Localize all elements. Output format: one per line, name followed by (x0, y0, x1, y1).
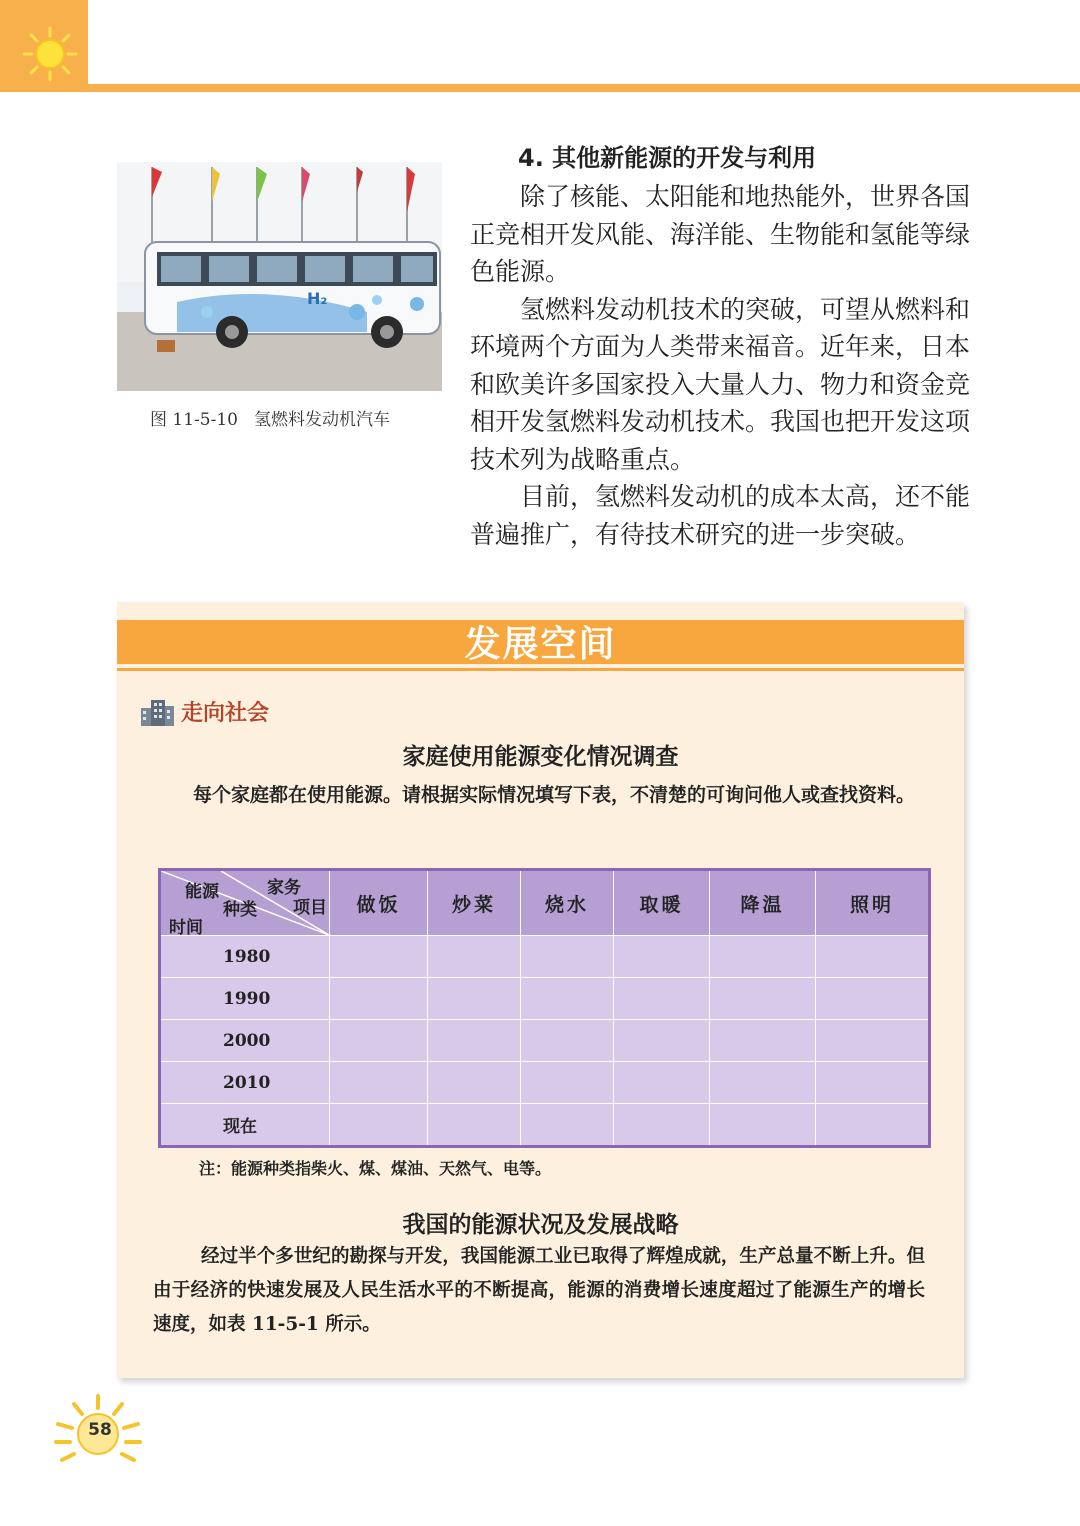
box-title: 发展空间 (464, 624, 617, 665)
row-year: 1980 (160, 936, 330, 978)
table-row (160, 978, 930, 1020)
corner-label-time: 时间 (169, 918, 203, 938)
table-cell (710, 1062, 816, 1104)
column-header: 炒菜 (428, 870, 521, 936)
article-paragraph: 目前，氢燃料发动机的成本太高，还不能普遍推广，有待技术研究的进一步突破。 (470, 482, 971, 549)
section-heading: 4. 其他新能源的开发与利用 (518, 144, 817, 172)
table-cell (428, 1104, 521, 1147)
figure-number: 图 11-5-10 (150, 410, 238, 430)
sun-icon (22, 26, 78, 82)
table-cell (614, 1020, 710, 1062)
corner-label-type: 种类 (223, 900, 257, 920)
row-year: 1990 (160, 978, 330, 1020)
table-cell (428, 1020, 521, 1062)
row-year: 现在 (160, 1104, 330, 1147)
column-header: 做饭 (330, 870, 428, 936)
table-cell (521, 1020, 614, 1062)
figure-caption-text: 氢燃料发动机汽车 (253, 410, 390, 430)
row-year: 2000 (160, 1020, 330, 1062)
table-cell (330, 1062, 428, 1104)
table-cell (816, 1020, 930, 1062)
table-cell (710, 1020, 816, 1062)
table-corner-cell (160, 870, 330, 936)
table-row (160, 936, 930, 978)
table-cell (428, 978, 521, 1020)
table-cell (614, 1062, 710, 1104)
column-header: 烧水 (521, 870, 614, 936)
table-cell (521, 978, 614, 1020)
table-row (160, 1104, 930, 1147)
survey-instructions: 每个家庭都在使用能源。请根据实际情况填写下表，不清楚的可询问他人或查找资料。 (193, 784, 916, 806)
title-band-rule (117, 668, 964, 671)
status-paragraph: 经过半个多世纪的勘探与开发，我国能源工业已取得了辉煌成就，生产总量不断上升。但由于经济的快速发展及人民生活水平的不断提高，能源的消费增长速度超过了能源生产的增长速度，如表 11-5-1 所示。 (153, 1246, 925, 1335)
corner-label-chores: 家务 (267, 878, 301, 898)
development-space-box (117, 602, 964, 1378)
bus-logo-text: H₂ (307, 289, 328, 308)
article-paragraph: 氢燃料发动机技术的突破，可望从燃料和环境两个方面为人类带来福音。近年来，日本和欧美许多国家投入大量人力、物力和资金竞相开发氢燃料发动机技术。我国也把开发这项技术列为战略重点。 (470, 294, 971, 474)
table-cell (614, 978, 710, 1020)
table-cell (521, 1104, 614, 1147)
table-cell (816, 936, 930, 978)
table-cell (521, 936, 614, 978)
row-year: 2010 (160, 1062, 330, 1104)
table-cell (330, 936, 428, 978)
table-header-row (160, 870, 930, 936)
survey-table (158, 868, 931, 1148)
column-header: 取暖 (614, 870, 710, 936)
section-label: 走向社会 (181, 700, 270, 726)
hydrogen-bus-photo (117, 162, 442, 391)
article-paragraph: 除了核能、太阳能和地热能外，世界各国正竞相开发风能、海洋能、生物能和氢能等绿色能源。 (470, 182, 971, 286)
table-cell (816, 1062, 930, 1104)
article-section (470, 138, 970, 553)
table-cell (614, 936, 710, 978)
table-cell (428, 936, 521, 978)
table-row (160, 1020, 930, 1062)
table-cell (710, 1104, 816, 1147)
table-cell (330, 1020, 428, 1062)
table-cell (710, 936, 816, 978)
corner-label-item: 项目 (293, 898, 327, 918)
table-row (160, 1062, 930, 1104)
figure-caption (150, 405, 440, 430)
table-cell (428, 1062, 521, 1104)
column-header: 降温 (710, 870, 816, 936)
table-cell (330, 978, 428, 1020)
status-title: 我国的能源状况及发展战略 (402, 1212, 679, 1238)
building-icon (139, 698, 175, 726)
table-cell (330, 1104, 428, 1147)
table-cell (816, 978, 930, 1020)
survey-title: 家庭使用能源变化情况调查 (402, 744, 679, 770)
page-number: 58 (88, 1420, 112, 1440)
header-rule (88, 84, 1080, 92)
table-cell (521, 1062, 614, 1104)
column-header: 照明 (816, 870, 930, 936)
table-cell (816, 1104, 930, 1147)
table-cell (614, 1104, 710, 1147)
table-cell (710, 978, 816, 1020)
table-note: 注：能源种类指柴火、煤、煤油、天然气、电等。 (199, 1159, 552, 1178)
corner-label-energy: 能源 (185, 882, 219, 902)
